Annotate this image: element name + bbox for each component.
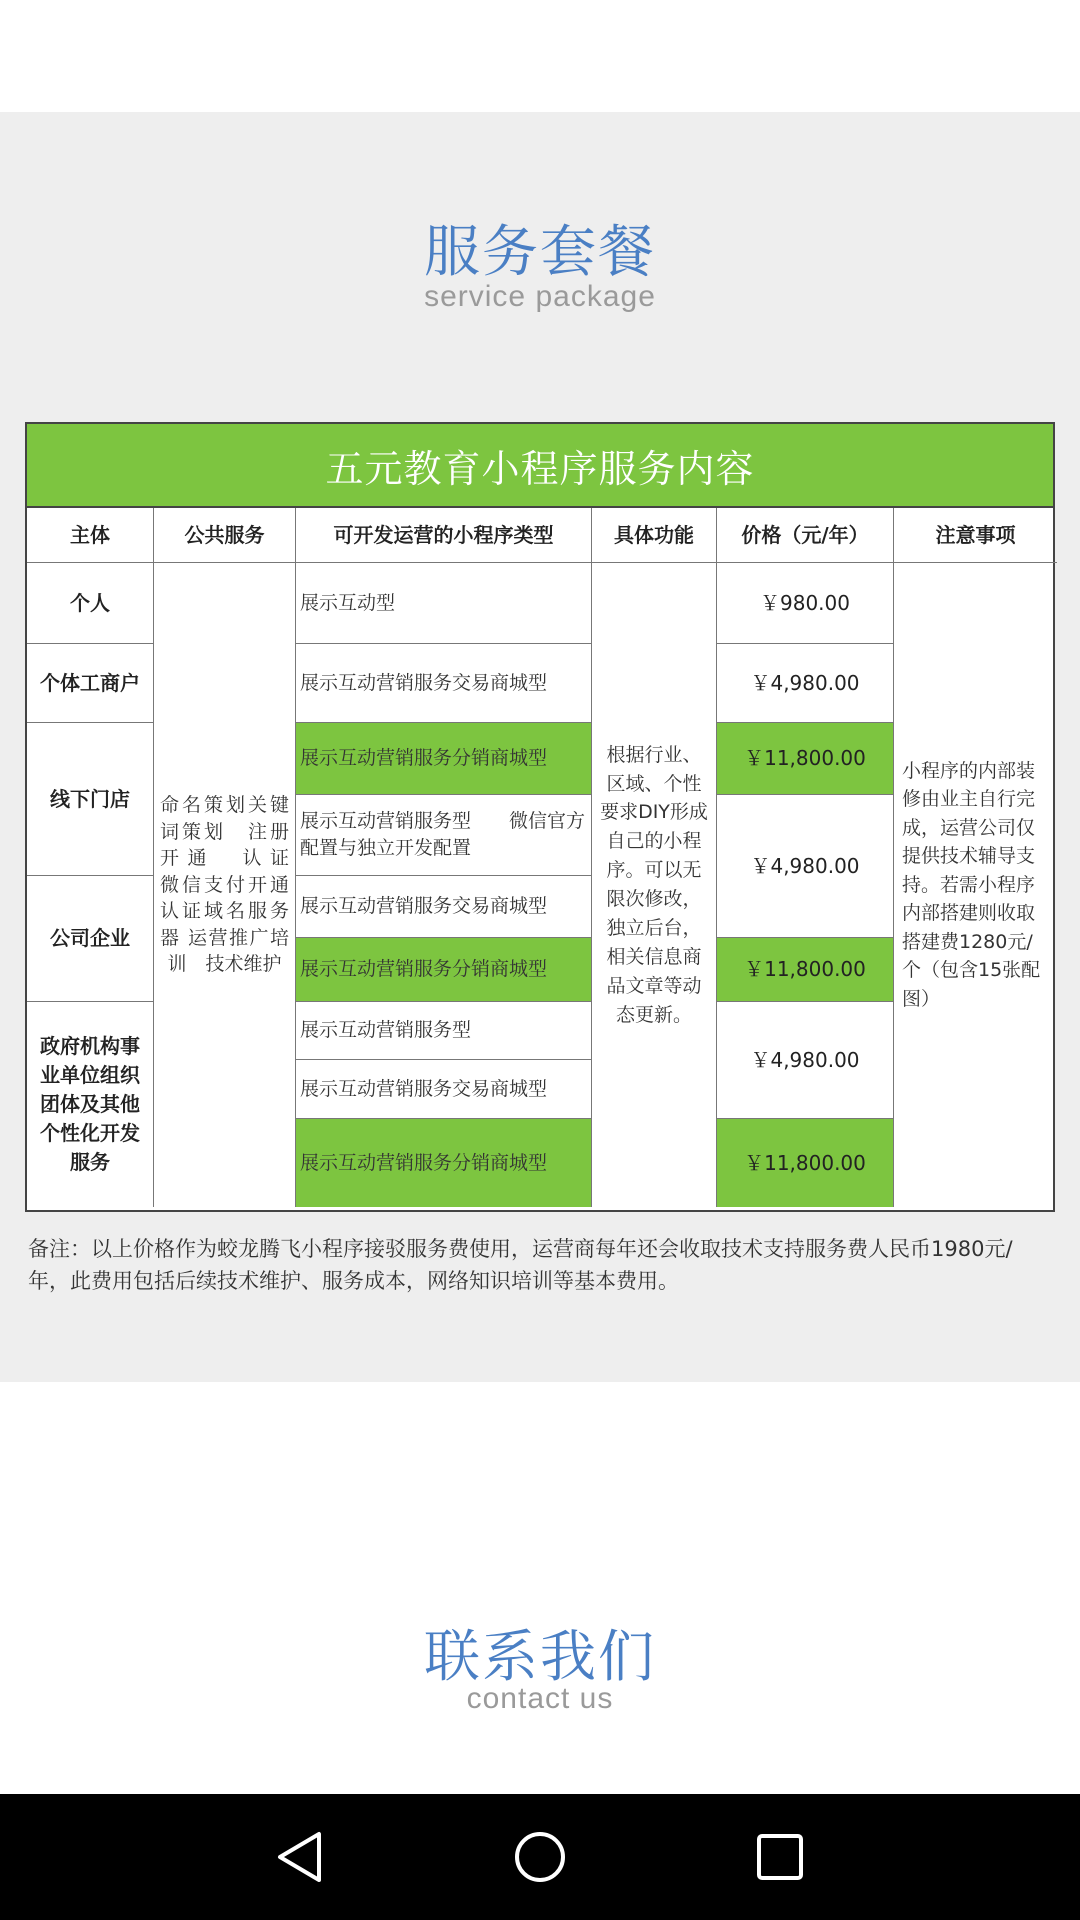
public-service-cell: 命名策划关键词策划 注册 开通 认证 微信支付开通认证域名服务器 运营推广培训 技术维护 xyxy=(154,563,296,1207)
subject-personal: 个人 xyxy=(27,563,154,644)
top-spacer xyxy=(0,0,1080,112)
type-row-4: 展示互动营销服务型 微信官方配置与独立开发配置 xyxy=(296,795,592,876)
subject-offline-store: 线下门店 xyxy=(27,723,154,876)
navigation-bar xyxy=(0,1794,1080,1920)
price-row-1: ￥980.00 xyxy=(717,563,894,644)
type-row-3: 展示互动营销服务分销商城型 xyxy=(296,723,592,795)
header-notes: 注意事项 xyxy=(894,508,1057,563)
function-cell: 根据行业、区域、个性要求DIY形成自己的小程序。可以无限次修改，独立后台，相关信息商品文章等动态更新。 xyxy=(592,563,717,1207)
type-row-5: 展示互动营销服务交易商城型 xyxy=(296,876,592,938)
service-table xyxy=(25,422,1055,1212)
table-title: 五元教育小程序服务内容 xyxy=(25,422,1055,508)
header-subject: 主体 xyxy=(27,508,154,563)
service-title: 服务套餐 xyxy=(424,220,656,285)
type-row-8: 展示互动营销服务交易商城型 xyxy=(296,1060,592,1119)
subject-company: 公司企业 xyxy=(27,876,154,1002)
back-icon xyxy=(274,1829,326,1885)
contact-title: 联系我们 xyxy=(424,1625,656,1690)
type-row-7: 展示互动营销服务型 xyxy=(296,1002,592,1060)
price-row-3: ￥11,800.00 xyxy=(717,723,894,795)
subject-individual-business: 个体工商户 xyxy=(27,644,154,723)
header-type: 可开发运营的小程序类型 xyxy=(296,508,592,563)
home-icon xyxy=(512,1829,568,1885)
recents-button[interactable] xyxy=(740,1817,820,1897)
recents-icon xyxy=(754,1831,806,1883)
header-price: 价格（元/年） xyxy=(717,508,894,563)
remark-text: 备注：以上价格作为蛟龙腾飞小程序接驳服务费使用，运营商每年还会收取技术支持服务费人民币1980元/年，此费用包括后续技术维护、服务成本，网络知识培训等基本费用。 xyxy=(28,1237,1013,1293)
notes-cell: 小程序的内部装修由业主自行完成，运营公司仅提供技术辅导支持。若需小程序内部搭建则收取搭建费1280元/个（包含15张配图） xyxy=(902,759,1041,1010)
type-row-1: 展示互动型 xyxy=(296,563,592,644)
header-public-service: 公共服务 xyxy=(154,508,296,563)
header-function: 具体功能 xyxy=(592,508,717,563)
type-row-9: 展示互动营销服务分销商城型 xyxy=(296,1119,592,1207)
type-row-2: 展示互动营销服务交易商城型 xyxy=(296,644,592,723)
service-subtitle: service package xyxy=(424,280,656,313)
price-row-7: ￥11,800.00 xyxy=(717,1119,894,1207)
price-row-6: ￥4,980.00 xyxy=(717,1002,894,1119)
price-row-2: ￥4,980.00 xyxy=(717,644,894,723)
type-row-6: 展示互动营销服务分销商城型 xyxy=(296,938,592,1002)
back-button[interactable] xyxy=(260,1817,340,1897)
price-row-4: ￥4,980.00 xyxy=(717,795,894,938)
price-row-5: ￥11,800.00 xyxy=(717,938,894,1002)
subject-government: 政府机构事业单位组织团体及其他个性化开发服务 xyxy=(27,1002,154,1207)
contact-subtitle: contact us xyxy=(466,1682,614,1715)
home-button[interactable] xyxy=(500,1817,580,1897)
table-grid xyxy=(25,506,1055,1212)
